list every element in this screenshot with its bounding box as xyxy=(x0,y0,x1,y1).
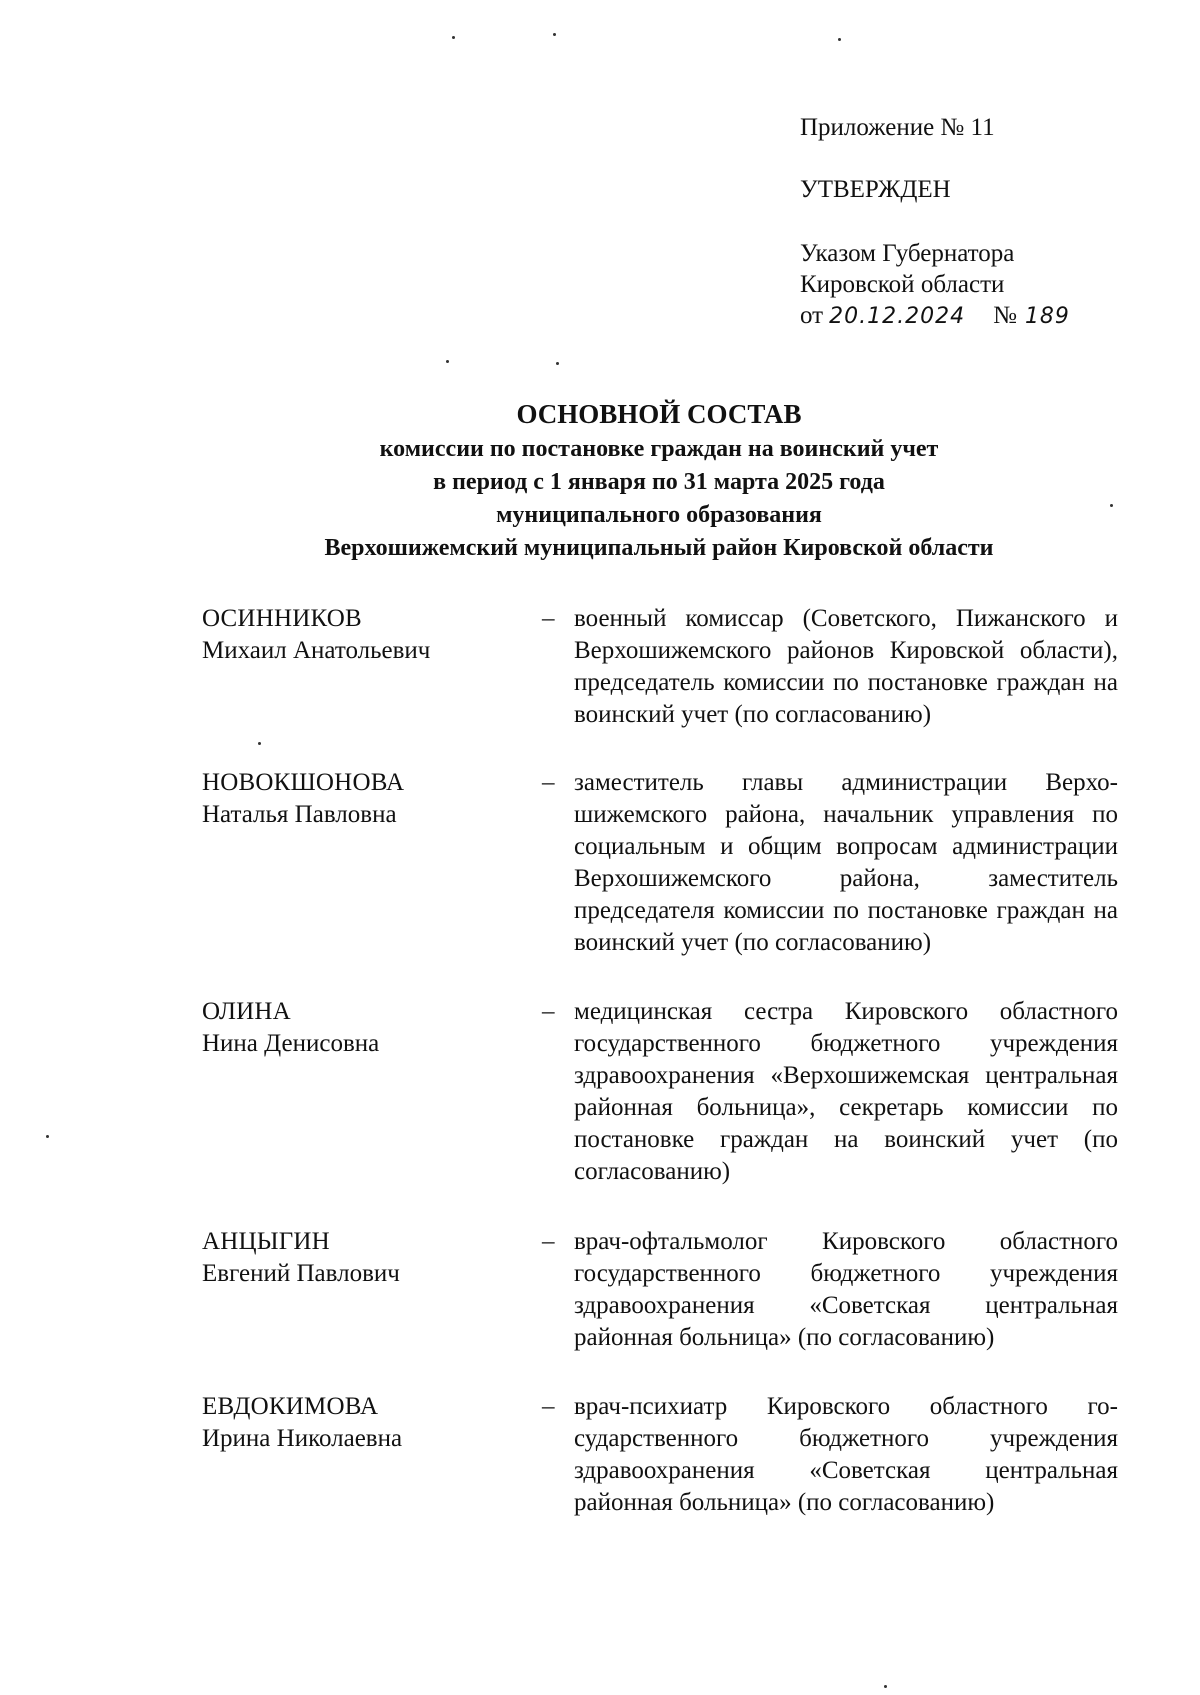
title-main: ОСНОВНОЙ СОСТАВ xyxy=(516,399,802,429)
scan-speck xyxy=(553,33,556,36)
member-surname: ОЛИНА xyxy=(202,998,291,1025)
dash-separator: – xyxy=(542,998,555,1025)
member-surname: ОСИННИКОВ xyxy=(202,605,362,632)
dash-separator: – xyxy=(542,1228,555,1255)
decree-line-2: Кировской области xyxy=(800,271,1005,298)
member-surname: НОВОКШОНОВА xyxy=(202,769,405,796)
decree-line-1: Указом Губернатора xyxy=(800,240,1015,267)
handwritten-date: 20.12.2024 xyxy=(829,304,966,329)
title-line-4: Верхошижемский муниципальный район Кировской области xyxy=(324,535,994,561)
document-title xyxy=(0,397,1200,565)
member-entry xyxy=(202,767,1122,959)
member-person xyxy=(202,996,542,1060)
scan-speck xyxy=(46,1135,49,1138)
member-role: медицинская сестра Кировского областного государственного бюджетного учреждения здравоохранения «Верхошижемская центральная районная больница», секретарь комиссии по постановке граждан на воинский учет (по согласованию) xyxy=(574,998,1118,1185)
dash-separator: – xyxy=(542,769,555,796)
member-name: Михаил Анатольевич xyxy=(202,637,431,664)
member-role: заместитель главы администрации Верхошижемского района, начальник управления по социальным и общим вопросам администрации Верхошижемского района, заместитель председателя комиссии по постановке граждан на воинский учет (по согласованию) xyxy=(574,769,1118,956)
title-line-3: муниципального образования xyxy=(496,502,822,528)
scan-speck xyxy=(446,360,449,363)
scan-speck xyxy=(452,36,455,39)
member-entry xyxy=(202,996,1122,1188)
approved-label: УТВЕРЖДЕН xyxy=(800,176,951,203)
scan-speck xyxy=(838,38,841,41)
dash-separator: – xyxy=(542,605,555,632)
title-line-2: в период с 1 января по 31 марта 2025 года xyxy=(433,469,885,495)
member-name: Наталья Павловна xyxy=(202,801,397,828)
member-surname: ЕВДОКИМОВА xyxy=(202,1393,379,1420)
dash-separator: – xyxy=(542,1393,555,1420)
handwritten-number: 189 xyxy=(1024,304,1070,329)
scan-speck xyxy=(884,1685,887,1688)
member-entry xyxy=(202,1226,1122,1354)
decree-date-line xyxy=(800,300,1070,332)
member-person xyxy=(202,1391,542,1455)
member-name: Евгений Павлович xyxy=(202,1260,400,1287)
member-role: военный комиссар (Советского, Пижанского и Верхошижемского районов Кировской области), председатель комиссии по постановке граждан на воинский учет (по согласованию) xyxy=(574,605,1118,728)
member-person xyxy=(202,1226,542,1290)
date-prefix: от xyxy=(800,302,824,329)
commission-members-list xyxy=(202,603,1122,1519)
member-surname: АНЦЫГИН xyxy=(202,1228,330,1255)
member-person xyxy=(202,603,542,667)
member-person xyxy=(202,767,542,831)
appendix-number: Приложение № 11 xyxy=(800,114,995,141)
title-line-1: комиссии по постановке граждан на воинский учет xyxy=(379,436,939,462)
approval-block xyxy=(800,112,1070,332)
member-role: врач-офтальмолог Кировского областного государственного бюджетного учреждения здравоохранения «Советская центральная районная больница» (по согласованию) xyxy=(574,1228,1118,1351)
member-name: Ирина Николаевна xyxy=(202,1425,403,1452)
member-entry xyxy=(202,1391,1122,1519)
member-entry xyxy=(202,603,1122,731)
member-name: Нина Денисовна xyxy=(202,1030,380,1057)
scan-speck xyxy=(556,362,559,365)
number-prefix: № xyxy=(993,302,1017,329)
member-role: врач-психиатр Кировского областного государственного бюджетного учреждения здравоохранения «Советская центральная районная больница» (по согласованию) xyxy=(574,1393,1118,1516)
